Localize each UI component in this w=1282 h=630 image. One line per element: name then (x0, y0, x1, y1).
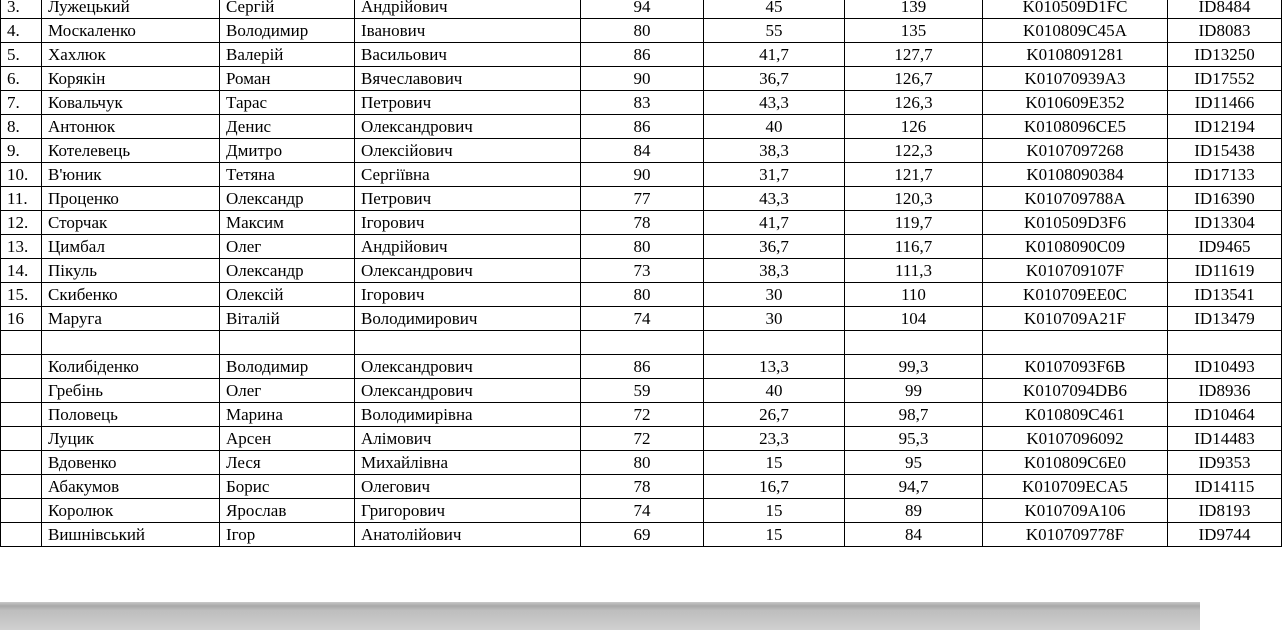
patronymic-cell: Васильович (355, 43, 581, 67)
total-score-cell: 126 (845, 115, 983, 139)
first-name-cell: Олександр (220, 259, 355, 283)
first-name-cell (220, 331, 355, 355)
first-name-cell: Тарас (220, 91, 355, 115)
first-name-cell: Володимир (220, 19, 355, 43)
code-cell: K010709ECA5 (983, 475, 1168, 499)
score-1-cell: 69 (581, 523, 704, 547)
total-score-cell: 98,7 (845, 403, 983, 427)
first-name-cell: Максим (220, 211, 355, 235)
table-row (1, 163, 1282, 187)
row-number: 5. (1, 43, 42, 67)
row-number (1, 451, 42, 475)
code-cell: K0108091281 (983, 43, 1168, 67)
table-row (1, 451, 1282, 475)
id-cell: ID14115 (1168, 475, 1282, 499)
patronymic-cell: Володимирович (355, 307, 581, 331)
patronymic-cell: Ігорович (355, 283, 581, 307)
score-1-cell: 74 (581, 307, 704, 331)
id-cell (1168, 331, 1282, 355)
table-row (1, 91, 1282, 115)
surname-cell: Ковальчук (42, 91, 220, 115)
patronymic-cell: Олександрович (355, 259, 581, 283)
code-cell: K0107094DB6 (983, 379, 1168, 403)
table-row (1, 139, 1282, 163)
score-2-cell (704, 331, 845, 355)
score-2-cell: 45 (704, 0, 845, 19)
surname-cell (42, 331, 220, 355)
total-score-cell: 127,7 (845, 43, 983, 67)
score-1-cell: 90 (581, 67, 704, 91)
row-number: 7. (1, 91, 42, 115)
score-2-cell: 30 (704, 283, 845, 307)
surname-cell: Скибенко (42, 283, 220, 307)
row-number: 8. (1, 115, 42, 139)
table-row (1, 427, 1282, 451)
first-name-cell: Валерій (220, 43, 355, 67)
id-cell: ID11466 (1168, 91, 1282, 115)
first-name-cell: Денис (220, 115, 355, 139)
total-score-cell: 116,7 (845, 235, 983, 259)
score-1-cell: 83 (581, 91, 704, 115)
score-1-cell: 94 (581, 0, 704, 19)
score-1-cell: 72 (581, 427, 704, 451)
surname-cell: Половець (42, 403, 220, 427)
score-1-cell: 78 (581, 211, 704, 235)
first-name-cell: Володимир (220, 355, 355, 379)
patronymic-cell: Олександрович (355, 355, 581, 379)
score-1-cell: 73 (581, 259, 704, 283)
total-score-cell: 111,3 (845, 259, 983, 283)
score-1-cell: 90 (581, 163, 704, 187)
table-row (1, 355, 1282, 379)
code-cell: K0108090C09 (983, 235, 1168, 259)
code-cell: K010709A21F (983, 307, 1168, 331)
total-score-cell: 95 (845, 451, 983, 475)
row-number: 14. (1, 259, 42, 283)
total-score-cell: 95,3 (845, 427, 983, 451)
score-1-cell: 59 (581, 379, 704, 403)
score-1-cell: 80 (581, 451, 704, 475)
total-score-cell: 120,3 (845, 187, 983, 211)
table-row (1, 283, 1282, 307)
id-cell: ID8936 (1168, 379, 1282, 403)
first-name-cell: Леся (220, 451, 355, 475)
total-score-cell: 126,3 (845, 91, 983, 115)
id-cell: ID15438 (1168, 139, 1282, 163)
surname-cell: Гребінь (42, 379, 220, 403)
patronymic-cell: Олексійович (355, 139, 581, 163)
surname-cell: Сторчак (42, 211, 220, 235)
patronymic-cell: Андрійович (355, 235, 581, 259)
id-cell: ID9353 (1168, 451, 1282, 475)
page-bottom-edge (0, 602, 1200, 630)
id-cell: ID9465 (1168, 235, 1282, 259)
code-cell: K010809C461 (983, 403, 1168, 427)
table-row (1, 67, 1282, 91)
score-2-cell: 13,3 (704, 355, 845, 379)
first-name-cell: Віталій (220, 307, 355, 331)
id-cell: ID17552 (1168, 67, 1282, 91)
patronymic-cell: Анатолійович (355, 523, 581, 547)
row-number (1, 355, 42, 379)
score-2-cell: 15 (704, 499, 845, 523)
table-row (1, 43, 1282, 67)
table-row (1, 211, 1282, 235)
row-number (1, 475, 42, 499)
total-score-cell: 139 (845, 0, 983, 19)
first-name-cell: Борис (220, 475, 355, 499)
total-score-cell: 110 (845, 283, 983, 307)
total-score-cell: 99,3 (845, 355, 983, 379)
table-row (1, 19, 1282, 43)
surname-cell: В'юник (42, 163, 220, 187)
surname-cell: Пікуль (42, 259, 220, 283)
score-1-cell: 72 (581, 403, 704, 427)
surname-cell: Лужецький (42, 0, 220, 19)
score-2-cell: 23,3 (704, 427, 845, 451)
score-1-cell: 86 (581, 43, 704, 67)
row-number: 9. (1, 139, 42, 163)
total-score-cell: 89 (845, 499, 983, 523)
surname-cell: Котелевець (42, 139, 220, 163)
first-name-cell: Олексій (220, 283, 355, 307)
code-cell: K010509D3F6 (983, 211, 1168, 235)
surname-cell: Хахлюк (42, 43, 220, 67)
code-cell: K010709778F (983, 523, 1168, 547)
surname-cell: Вдовенко (42, 451, 220, 475)
row-number: 6. (1, 67, 42, 91)
first-name-cell: Сергій (220, 0, 355, 19)
score-1-cell: 86 (581, 355, 704, 379)
row-number: 13. (1, 235, 42, 259)
score-2-cell: 16,7 (704, 475, 845, 499)
table-row (1, 115, 1282, 139)
patronymic-cell: Ігорович (355, 211, 581, 235)
surname-cell: Корякін (42, 67, 220, 91)
row-number (1, 403, 42, 427)
table-row (1, 379, 1282, 403)
id-cell: ID9744 (1168, 523, 1282, 547)
surname-cell: Абакумов (42, 475, 220, 499)
surname-cell: Проценко (42, 187, 220, 211)
id-cell: ID10493 (1168, 355, 1282, 379)
id-cell: ID13250 (1168, 43, 1282, 67)
table-row (1, 523, 1282, 547)
first-name-cell: Олександр (220, 187, 355, 211)
id-cell: ID8193 (1168, 499, 1282, 523)
surname-cell: Антонюк (42, 115, 220, 139)
first-name-cell: Марина (220, 403, 355, 427)
id-cell: ID13479 (1168, 307, 1282, 331)
total-score-cell: 121,7 (845, 163, 983, 187)
score-1-cell: 77 (581, 187, 704, 211)
score-1-cell: 80 (581, 235, 704, 259)
id-cell: ID17133 (1168, 163, 1282, 187)
score-1-cell: 80 (581, 283, 704, 307)
id-cell: ID11619 (1168, 259, 1282, 283)
row-number: 11. (1, 187, 42, 211)
score-1-cell: 74 (581, 499, 704, 523)
code-cell: K01070939A3 (983, 67, 1168, 91)
id-cell: ID10464 (1168, 403, 1282, 427)
score-1-cell: 78 (581, 475, 704, 499)
id-cell: ID12194 (1168, 115, 1282, 139)
row-number (1, 379, 42, 403)
code-cell: K0107096092 (983, 427, 1168, 451)
table-row (1, 187, 1282, 211)
total-score-cell: 135 (845, 19, 983, 43)
score-2-cell: 55 (704, 19, 845, 43)
code-cell: K010709A106 (983, 499, 1168, 523)
code-cell: K010509D1FC (983, 0, 1168, 19)
score-2-cell: 36,7 (704, 235, 845, 259)
score-2-cell: 30 (704, 307, 845, 331)
score-2-cell: 15 (704, 523, 845, 547)
patronymic-cell: Олександрович (355, 379, 581, 403)
code-cell: K010809C6E0 (983, 451, 1168, 475)
first-name-cell: Дмитро (220, 139, 355, 163)
row-number (1, 523, 42, 547)
patronymic-cell (355, 331, 581, 355)
score-2-cell: 36,7 (704, 67, 845, 91)
score-2-cell: 31,7 (704, 163, 845, 187)
table-row (1, 235, 1282, 259)
row-number: 4. (1, 19, 42, 43)
code-cell: K0108090384 (983, 163, 1168, 187)
patronymic-cell: Петрович (355, 187, 581, 211)
code-cell: K010709EE0C (983, 283, 1168, 307)
score-1-cell (581, 331, 704, 355)
patronymic-cell: Іванович (355, 19, 581, 43)
score-2-cell: 41,7 (704, 43, 845, 67)
patronymic-cell: Петрович (355, 91, 581, 115)
row-number: 3. (1, 0, 42, 19)
id-cell: ID8083 (1168, 19, 1282, 43)
total-score-cell (845, 331, 983, 355)
score-1-cell: 86 (581, 115, 704, 139)
id-cell: ID14483 (1168, 427, 1282, 451)
table-row (1, 475, 1282, 499)
patronymic-cell: Володимирівна (355, 403, 581, 427)
code-cell: K0107093F6B (983, 355, 1168, 379)
surname-cell: Маруга (42, 307, 220, 331)
surname-cell: Вишнівський (42, 523, 220, 547)
surname-cell: Колибіденко (42, 355, 220, 379)
table-row (1, 331, 1282, 355)
total-score-cell: 119,7 (845, 211, 983, 235)
score-2-cell: 40 (704, 115, 845, 139)
score-2-cell: 43,3 (704, 91, 845, 115)
surname-cell: Королюк (42, 499, 220, 523)
results-table-body (1, 0, 1282, 547)
score-2-cell: 38,3 (704, 139, 845, 163)
score-2-cell: 41,7 (704, 211, 845, 235)
score-1-cell: 84 (581, 139, 704, 163)
patronymic-cell: Михайлівна (355, 451, 581, 475)
total-score-cell: 126,7 (845, 67, 983, 91)
code-cell: K010709788A (983, 187, 1168, 211)
code-cell: K0108096CE5 (983, 115, 1168, 139)
patronymic-cell: Сергіївна (355, 163, 581, 187)
id-cell: ID8484 (1168, 0, 1282, 19)
table-row (1, 0, 1282, 19)
patronymic-cell: Олегович (355, 475, 581, 499)
id-cell: ID13304 (1168, 211, 1282, 235)
surname-cell: Луцик (42, 427, 220, 451)
score-2-cell: 43,3 (704, 187, 845, 211)
table-row (1, 403, 1282, 427)
row-number: 16 (1, 307, 42, 331)
code-cell: K010609E352 (983, 91, 1168, 115)
score-1-cell: 80 (581, 19, 704, 43)
first-name-cell: Олег (220, 235, 355, 259)
score-2-cell: 26,7 (704, 403, 845, 427)
total-score-cell: 84 (845, 523, 983, 547)
patronymic-cell: Андрійович (355, 0, 581, 19)
patronymic-cell: Олександрович (355, 115, 581, 139)
patronymic-cell: Вячеславович (355, 67, 581, 91)
patronymic-cell: Григорович (355, 499, 581, 523)
first-name-cell: Олег (220, 379, 355, 403)
score-2-cell: 38,3 (704, 259, 845, 283)
row-number: 10. (1, 163, 42, 187)
code-cell (983, 331, 1168, 355)
row-number: 12. (1, 211, 42, 235)
first-name-cell: Арсен (220, 427, 355, 451)
table-row (1, 259, 1282, 283)
surname-cell: Цимбал (42, 235, 220, 259)
code-cell: K0107097268 (983, 139, 1168, 163)
row-number (1, 427, 42, 451)
total-score-cell: 94,7 (845, 475, 983, 499)
score-2-cell: 15 (704, 451, 845, 475)
table-row (1, 499, 1282, 523)
surname-cell: Москаленко (42, 19, 220, 43)
code-cell: K010809C45A (983, 19, 1168, 43)
code-cell: K010709107F (983, 259, 1168, 283)
score-2-cell: 40 (704, 379, 845, 403)
first-name-cell: Тетяна (220, 163, 355, 187)
row-number: 15. (1, 283, 42, 307)
table-row (1, 307, 1282, 331)
id-cell: ID16390 (1168, 187, 1282, 211)
total-score-cell: 99 (845, 379, 983, 403)
id-cell: ID13541 (1168, 283, 1282, 307)
total-score-cell: 122,3 (845, 139, 983, 163)
patronymic-cell: Алімович (355, 427, 581, 451)
row-number (1, 331, 42, 355)
first-name-cell: Ярослав (220, 499, 355, 523)
row-number (1, 499, 42, 523)
total-score-cell: 104 (845, 307, 983, 331)
first-name-cell: Ігор (220, 523, 355, 547)
first-name-cell: Роман (220, 67, 355, 91)
